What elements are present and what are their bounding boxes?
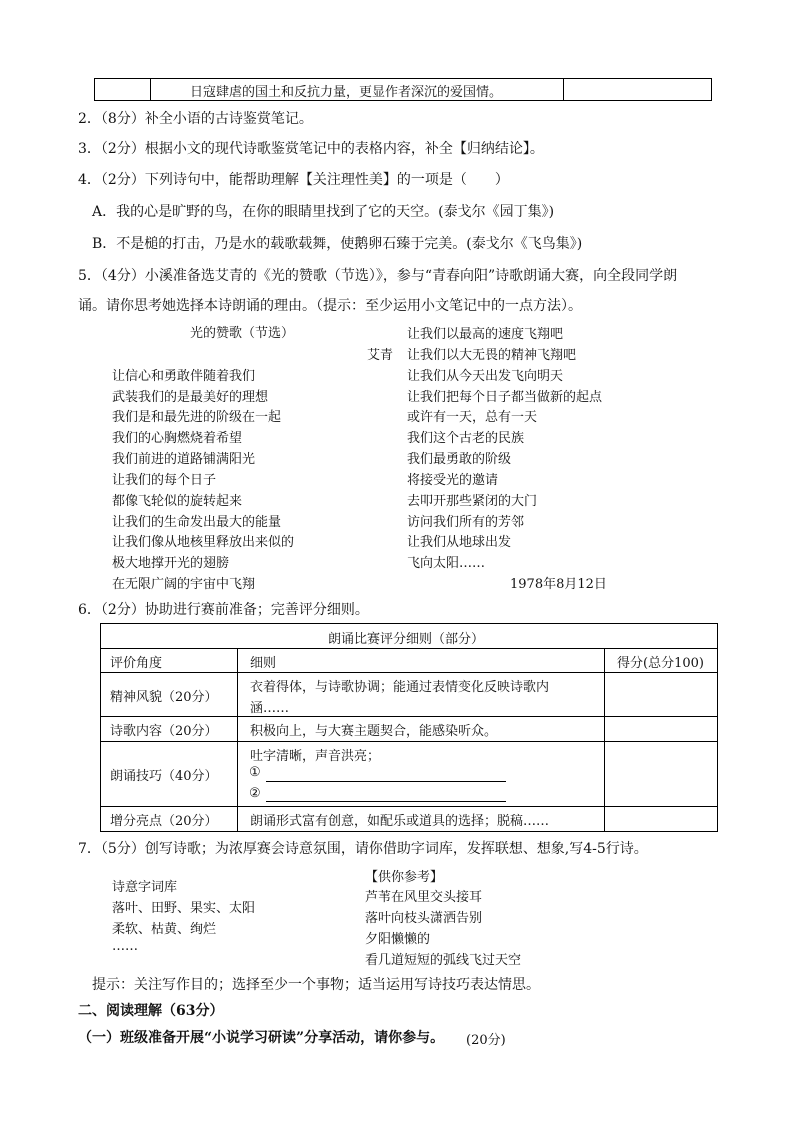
poem-line: 我们是和最先进的阶级在一起 (112, 410, 282, 425)
score-row-aspect: 增分亮点（20分） (110, 814, 218, 829)
word-bank-title: 诗意字词库 (112, 880, 178, 895)
poem-line: 我们的心胸燃烧着希望 (112, 431, 243, 446)
score-table-header: 得分(总分100) (617, 656, 704, 671)
score-row-detail: 积极向上，与大赛主题契合，能感染听众。 (250, 724, 498, 739)
section-2-points: (20分) (466, 1033, 506, 1048)
word-bank-line: 柔软、枯黄、绚烂 (112, 922, 217, 937)
poem-author: 艾青 (367, 348, 394, 363)
poem-line: 我们最勇敢的阶级 (407, 452, 512, 467)
word-bank-line: 落叶、田野、果实、太阳 (112, 901, 256, 916)
poem-line: 我们这个古老的民族 (407, 431, 525, 446)
question-7: 7．（5分）创写诗歌；为浓厚赛会诗意氛围，请你借助字词库，发挥联想、想象,写4-5行诗。 (78, 841, 648, 857)
score-row-detail: 吐字清晰，声音洪亮； (250, 749, 381, 764)
poem-line: 让我们以最高的速度飞翔吧 (407, 327, 564, 342)
question-5-line-2: 诵。请你思考她选择本诗朗诵的理由。（提示：至少运用小文笔记中的一点方法）。 (78, 298, 582, 314)
poem-line: 都像飞轮似的旋转起来 (112, 494, 243, 509)
question-4-option-b: B．不是槌的打击，乃是水的载歌载舞，使鹅卵石臻于完美。(泰戈尔《飞鸟集》) (92, 236, 583, 252)
question-4: 4．（2分）下列诗句中，能帮助理解【关注理性美】的一项是（ ） (78, 172, 509, 188)
word-bank-line: …… (112, 939, 138, 954)
blank-2-label: ② (249, 786, 261, 801)
score-table-title: 朗诵比赛评分细则（部分） (328, 632, 485, 647)
score-row-detail: 涵…… (250, 701, 290, 716)
question-3: 3．（2分）根据小文的现代诗歌鉴赏笔记中的表格内容，补全【归纳结论】。 (78, 141, 544, 157)
poem-line: 我们前进的道路铺满阳光 (112, 452, 256, 467)
top-row-text: 日寇肆虐的国土和反抗力量，更显作者深沉的爱国情。 (190, 85, 503, 100)
poem-line: 让我们的每个日子 (112, 473, 217, 488)
reference-line: 落叶向枝头潇洒告别 (365, 911, 483, 926)
reference-line: 芦苇在风里交头接耳 (365, 890, 483, 905)
poem-line: 让我们从今天出发飞向明天 (407, 369, 564, 384)
section-2-subheading: （一）班级准备开展“小说学习研读”分享活动，请你参与。 (78, 1030, 445, 1046)
score-row-aspect: 诗歌内容（20分） (110, 724, 218, 739)
score-row-aspect: 朗诵技巧（40分） (110, 769, 218, 784)
poem-line: 在无限广阔的宇宙中飞翔 (112, 577, 256, 592)
poem-line: 将接受光的邀请 (407, 473, 499, 488)
question-7-hint: 提示：关注写作目的；选择至少一个事物；适当运用写诗技巧表达情思。 (92, 977, 540, 993)
section-2-heading: 二、阅读理解（63分） (78, 1003, 224, 1019)
score-table-header: 细则 (250, 656, 277, 671)
question-2: 2．（8分）补全小语的古诗鉴赏笔记。 (78, 111, 313, 127)
score-row-aspect: 精神风貌（20分） (110, 690, 218, 705)
reference-line: 看几道短短的弧线飞过天空 (365, 953, 522, 968)
poem-line: 去叩开那些紧闭的大门 (407, 494, 538, 509)
poem-line: 让我们的生命发出最大的能量 (112, 515, 282, 530)
poem-line: 极大地撑开光的翅膀 (112, 556, 230, 571)
poem-line: 让我们像从地核里释放出来似的 (112, 535, 295, 550)
reference-title: 【供你参考】 (365, 870, 444, 885)
question-4-option-a: A．我的心是旷野的鸟，在你的眼睛里找到了它的天空。(泰戈尔《园丁集》) (92, 204, 555, 220)
blank-1-label: ① (249, 765, 261, 780)
score-row-detail: 衣着得体，与诗歌协调；能通过表情变化反映诗歌内 (250, 680, 550, 695)
score-row-detail: 朗诵形式富有创意，如配乐或道具的选择；脱稿…… (250, 814, 550, 829)
poem-title: 光的赞歌（节选） (190, 326, 295, 341)
blank-2-field[interactable] (266, 801, 506, 802)
poem-line: 让我们从地球出发 (407, 535, 512, 550)
poem-line: 武装我们的是最美好的理想 (112, 390, 269, 405)
score-table-header: 评价角度 (110, 656, 163, 671)
question-6: 6．（2分）协助进行赛前准备；完善评分细则。 (78, 602, 369, 618)
poem-line: 访问我们所有的芳邻 (407, 515, 525, 530)
poem-line: 或许有一天，总有一天 (407, 410, 538, 425)
poem-line: 让信心和勇敢伴随着我们 (112, 369, 256, 384)
poem-line: 让我们把每个日子都当做新的起点 (407, 390, 603, 405)
blank-1-field[interactable] (266, 781, 506, 782)
poem-date: 1978年8月12日 (510, 577, 607, 592)
poem-line: 让我们以大无畏的精神飞翔吧 (407, 348, 577, 363)
question-5-line-1: 5．（4分）小溪准备选艾青的《光的赞歌（节选）》，参与“青春向阳”诗歌朗诵大赛，向全段同学朗 (78, 268, 678, 284)
poem-line: 飞向太阳…… (407, 556, 486, 571)
reference-line: 夕阳懒懒的 (365, 932, 431, 947)
